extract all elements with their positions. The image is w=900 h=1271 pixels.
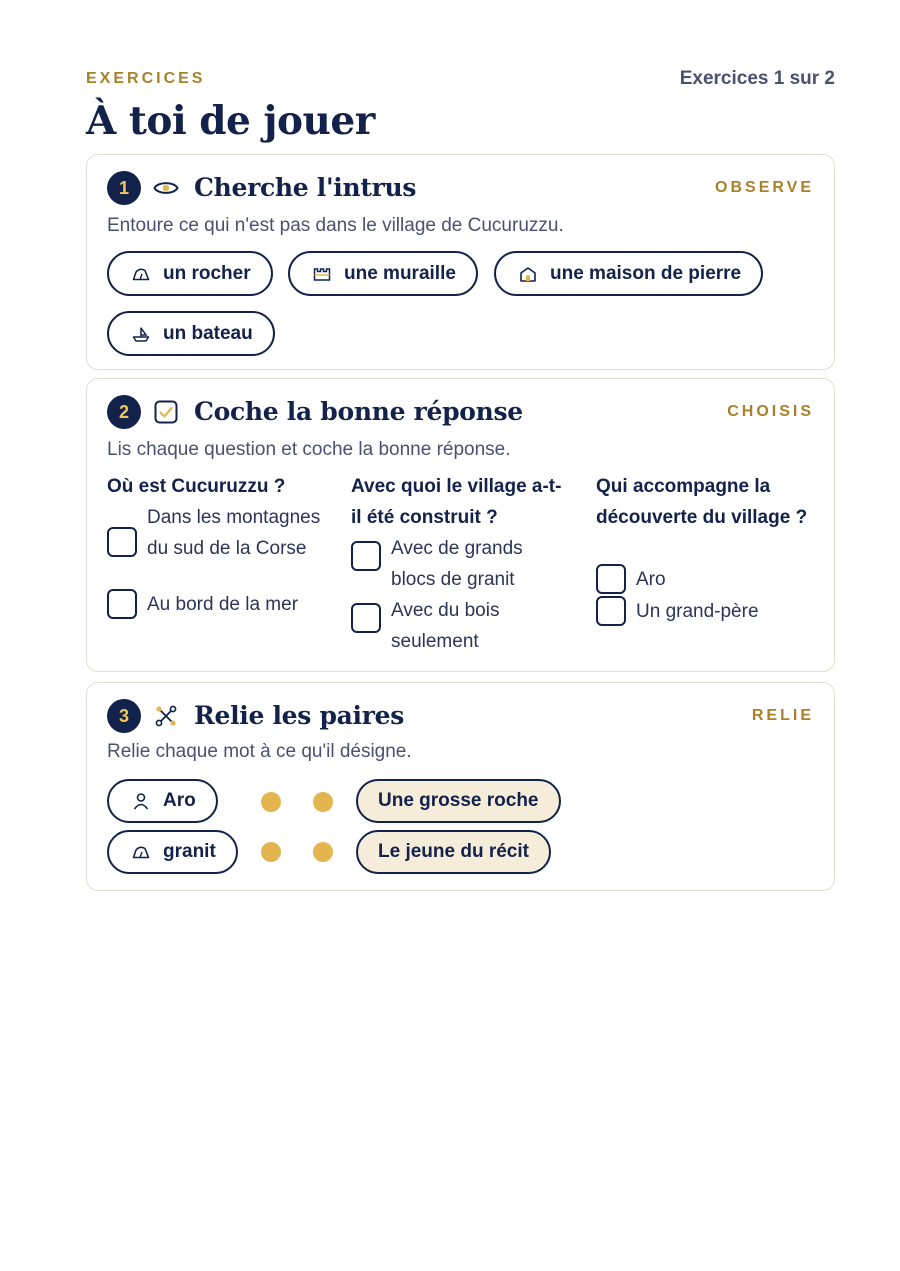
question-text: Où est Cucuruzzu ? — [107, 476, 286, 497]
answer-label: Avec du bois seulement — [391, 600, 500, 652]
option-bateau[interactable] — [107, 311, 275, 356]
exercise-number: 1 — [107, 171, 141, 205]
wall-icon — [312, 264, 332, 284]
answer-checkbox[interactable] — [107, 527, 137, 557]
match-label: Le jeune du récit — [378, 841, 529, 862]
exercise-number: 3 — [107, 699, 141, 733]
option-maison[interactable] — [494, 251, 763, 296]
exercise-title: Coche la bonne réponse — [194, 397, 523, 426]
exercise-instruction: Relie chaque mot à ce qu'il désigne. — [107, 741, 412, 762]
match-left-aro[interactable] — [107, 779, 218, 823]
answer-checkbox[interactable] — [596, 596, 626, 626]
answer-checkbox[interactable] — [107, 589, 137, 619]
answer-checkbox[interactable] — [351, 603, 381, 633]
match-right-roche[interactable] — [356, 779, 561, 823]
checkbox-icon — [153, 399, 179, 425]
exercise-card-1 — [86, 154, 835, 370]
exercise-title: Relie les paires — [194, 701, 404, 730]
option-muraille[interactable] — [288, 251, 478, 296]
option-label: un bateau — [163, 322, 253, 344]
answer-option[interactable] — [107, 589, 332, 620]
question-text: Qui accompagne la découverte du village ? — [596, 476, 808, 528]
match-dot-right[interactable] — [313, 842, 333, 862]
match-label: Aro — [163, 790, 196, 811]
exercise-number: 2 — [107, 395, 141, 429]
exercise-tag: RELIE — [751, 707, 814, 724]
match-label: granit — [163, 841, 216, 862]
exercise-tag: CHOISIS — [727, 403, 814, 420]
exercise-header — [107, 395, 814, 429]
answer-label: Un grand-père — [636, 601, 759, 622]
option-label: une muraille — [344, 262, 456, 284]
option-rocher[interactable] — [107, 251, 273, 296]
exercise-card-3 — [86, 682, 835, 891]
rock-icon — [131, 264, 151, 284]
answer-label: Dans les montagnes du sud de la Corse — [147, 507, 321, 559]
answer-label: Aro — [636, 569, 666, 590]
exercise-progress: Exercices 1 sur 2 — [679, 68, 835, 89]
link-icon — [153, 703, 179, 729]
person-icon — [131, 791, 151, 811]
match-label: Une grosse roche — [378, 790, 539, 811]
match-dot-right[interactable] — [313, 792, 333, 812]
rock-icon — [131, 842, 151, 862]
exercise-instruction: Lis chaque question et coche la bonne réponse. — [107, 439, 511, 460]
question-block — [596, 471, 821, 622]
match-dot-left[interactable] — [261, 842, 281, 862]
exercise-instruction: Entoure ce qui n'est pas dans le village de Cucuruzzu. — [107, 215, 564, 236]
section-kicker: EXERCICES — [86, 70, 206, 87]
match-right-jeune[interactable] — [356, 830, 551, 874]
match-left-granit[interactable] — [107, 830, 238, 874]
option-label: une maison de pierre — [550, 262, 742, 284]
answer-option[interactable] — [596, 564, 821, 595]
page-title: À toi de jouer — [86, 98, 375, 144]
house-icon — [518, 264, 538, 284]
match-dot-left[interactable] — [261, 792, 281, 812]
exercise-card-2 — [86, 378, 835, 672]
exercise-header — [107, 171, 814, 205]
exercise-header — [107, 699, 814, 733]
question-block — [351, 471, 576, 652]
answer-label: Avec de grands blocs de granit — [391, 538, 523, 590]
question-text: Avec quoi le village a-t-il été construit ? — [351, 476, 562, 528]
boat-icon — [131, 324, 151, 344]
exercise-title: Cherche l'intrus — [194, 173, 417, 202]
answer-option[interactable] — [107, 502, 332, 595]
option-label: un rocher — [163, 262, 251, 284]
answer-checkbox[interactable] — [596, 564, 626, 594]
answer-label: Au bord de la mer — [147, 594, 299, 615]
answer-option[interactable] — [351, 533, 576, 595]
exercise-tag: OBSERVE — [715, 179, 814, 196]
eye-icon — [153, 175, 179, 201]
answer-checkbox[interactable] — [351, 541, 381, 571]
answer-option[interactable] — [351, 595, 576, 657]
question-block — [107, 471, 332, 615]
answer-option[interactable] — [596, 596, 821, 627]
